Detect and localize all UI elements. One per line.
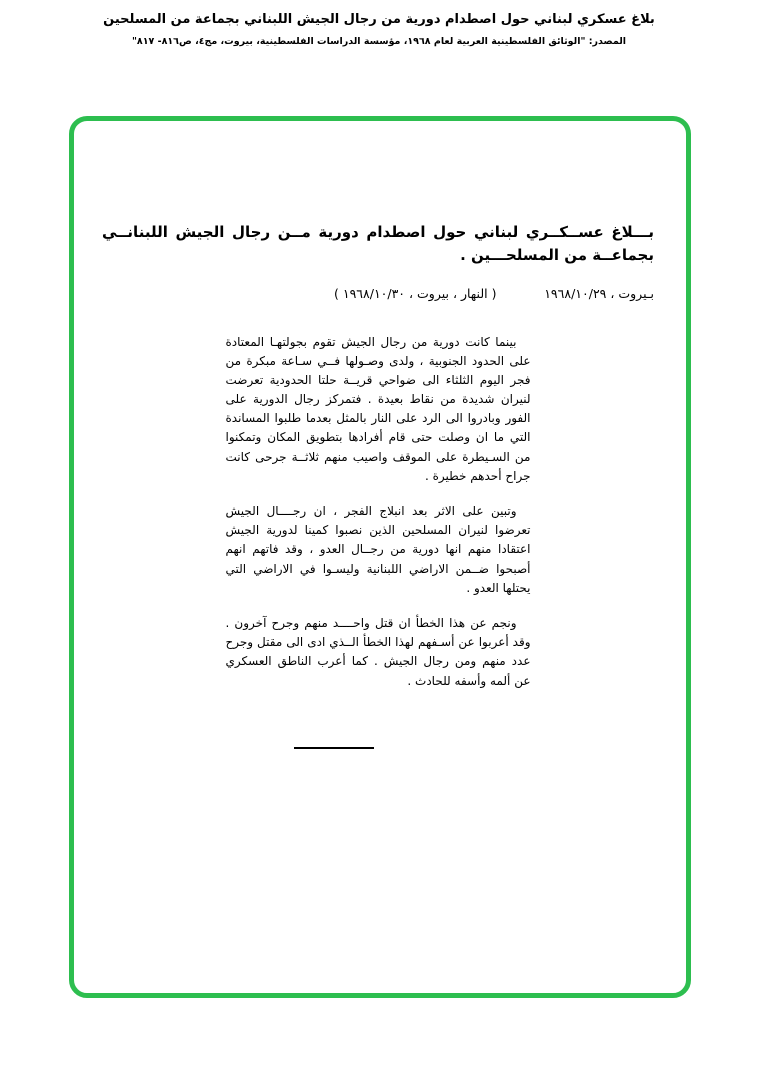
body-paragraph: ونجم عن هذا الخطأ ان قتل واحــــد منهم وجرح آخرون . وقد أعربوا عن أسـفهم لهذا الخطأ الــذي ادى الى مقتل وجرح عدد منهم ومن رجال الجيش . كما أعرب الناطق العسكري عن ألمه وأسفه للحادث . xyxy=(225,615,531,688)
dateline xyxy=(334,286,654,301)
page-header xyxy=(0,12,758,47)
document-caption: بلاغ عسكري لبناني حول اصطدام دورية من رجال الجيش اللبناني بجماعة من المسلحين xyxy=(103,12,655,27)
dateline-place-date: بـيروت ، ٢٩‏/‏١٠‏/‏١٩٦٨ xyxy=(544,285,654,301)
document-title xyxy=(102,221,654,268)
body-paragraph: بينما كانت دورية من رجال الجيش تقوم بجولتهـا المعتادة على الحدود الجنوبية ، ولدى وصـولها فــي سـاعة مبكرة من فجر اليوم الثلثاء الى ضواحي قريــة حلتا الحدودية تعرضت لنيران شديدة من نقاط بعيدة . فتمركز رجال الدورية على الفور وبادروا الى الرد على النار بالمثل بعدما طلبوا المساندة التي ما ان وصلت حتى قام أفرادها بتطويق المكان وتمكنوا من السـيطرة على الموقف واصيب منهم ثلاثــة جرحى كانت جراح أحدهم خطيرة . xyxy=(225,334,531,483)
end-of-text-rule xyxy=(294,747,374,749)
document-body xyxy=(226,333,531,691)
document-frame xyxy=(69,116,691,998)
document-title-line2: بجماعــة من المسلحـــين . xyxy=(460,246,654,265)
document-title-line1: بـــلاغ عســكــري لبناني حول اصطدام دورية مــن رجال الجيش اللبنانــي xyxy=(102,223,654,241)
dateline-newspaper-citation: ( النهار ، بيروت ، ٣٠‏/‏١٠‏/‏١٩٦٨ ) xyxy=(334,285,497,301)
body-paragraph: وتبين على الاثر بعد انبلاج الفجر ، ان رجــــال الجيش تعرضوا لنيران المسلحين الذين نصبوا كمينا لدورية الجيش اعتقادا منهم انها دورية من رجــال العدو ، وقد فاتهم انهم أصبحوا ضــمن الاراضي اللبنانية وليسـوا في الاراضي التي يحتلها العدو . xyxy=(225,504,531,595)
source-citation-line: المصدر: "الوثائق الفلسطينية العربية لعام ١٩٦٨، مؤسسة الدراسات الفلسطينية، بيروت، مج٤، ص٨١٦- ٨١٧" xyxy=(131,36,627,47)
